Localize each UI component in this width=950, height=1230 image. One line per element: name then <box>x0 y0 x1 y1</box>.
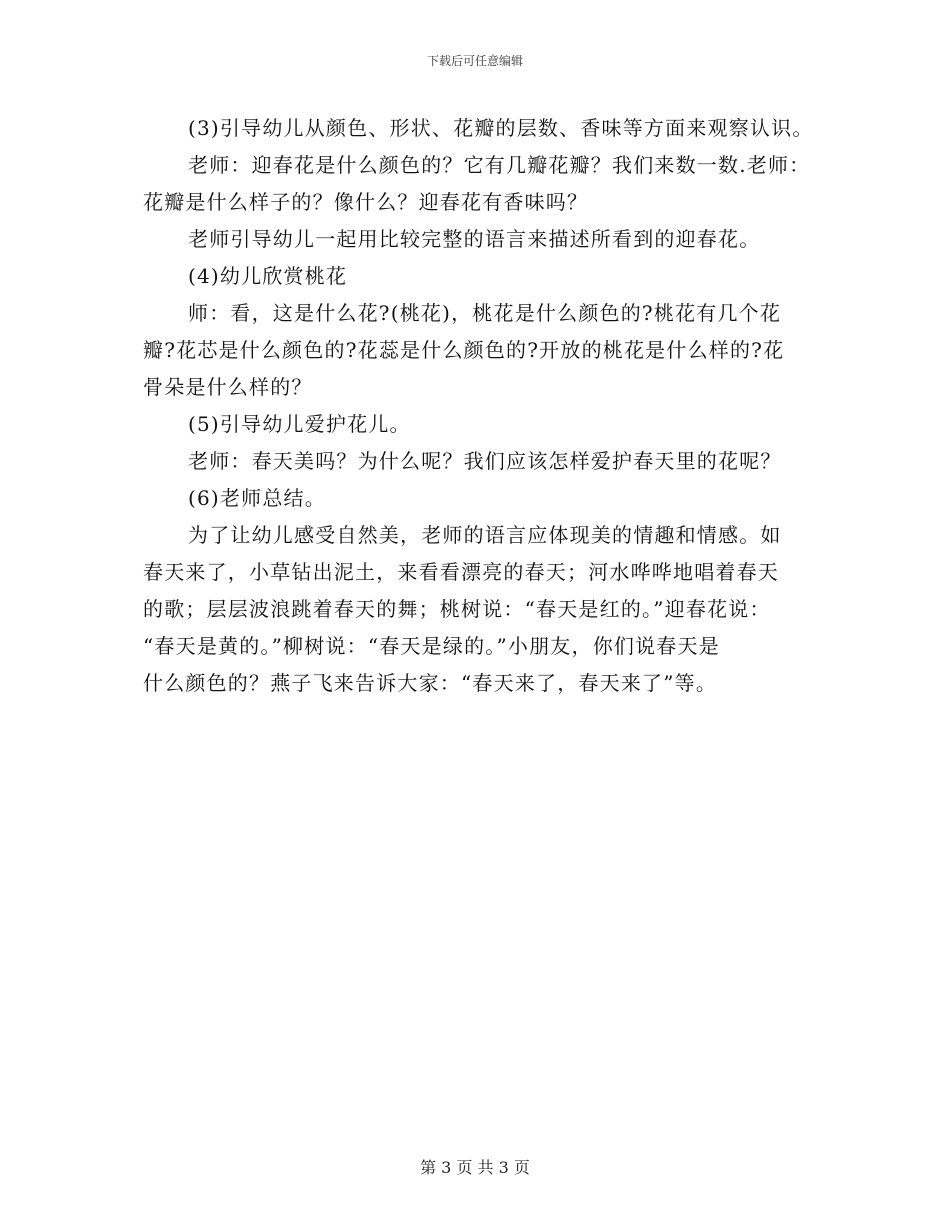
text-line: 老师：春天美吗？为什么呢？我们应该怎样爱护春天里的花呢？ <box>188 449 782 473</box>
page-header: 下载后可任意编辑 <box>426 54 523 68</box>
text-line: 瓣?花芯是什么颜色的?花蕊是什么颜色的?开放的桃花是什么样的?花 <box>143 338 785 362</box>
text-line: 老师引导幼儿一起用比较完整的语言来描述所看到的迎春花。 <box>188 227 761 251</box>
text-line-step-5: (5)引导幼儿爱护花儿。 <box>188 412 411 436</box>
text-line-step-3: (3)引导幼儿从颜色、形状、花瓣的层数、香味等方面来观察认识。 <box>188 116 814 140</box>
text-line: “春天是黄的。”柳树说：“春天是绿的。”小朋友，你们说春天是 <box>143 634 720 658</box>
text-line: 春天来了，小草钻出泥土，来看看漂亮的春天；河水哗哗地唱着春天 <box>143 560 779 584</box>
text-line-step-4: (4)幼儿欣赏桃花 <box>188 264 348 288</box>
text-line: 什么颜色的？燕子飞来告诉大家：“春天来了，春天来了”等。 <box>143 671 718 695</box>
text-line: 骨朵是什么样的？ <box>143 375 313 399</box>
page-number-footer: 第 3 页 共 3 页 <box>420 1158 530 1177</box>
text-line: 为了让幼儿感受自然美，老师的语言应体现美的情趣和情感。如 <box>188 523 782 547</box>
text-line: 花瓣是什么样子的？像什么？迎春花有香味吗？ <box>143 190 589 214</box>
text-line: 老师：迎春花是什么颜色的？它有几瓣花瓣？我们来数一数.老师： <box>188 153 811 177</box>
text-line-step-6: (6)老师总结。 <box>188 486 326 510</box>
text-line: 的歌；层层波浪跳着春天的舞；桃树说：“春天是红的。”迎春花说： <box>143 597 771 621</box>
document-body <box>143 110 833 702</box>
text-line: 师：看，这是什么花?(桃花)，桃花是什么颜色的?桃花有几个花 <box>188 301 782 325</box>
